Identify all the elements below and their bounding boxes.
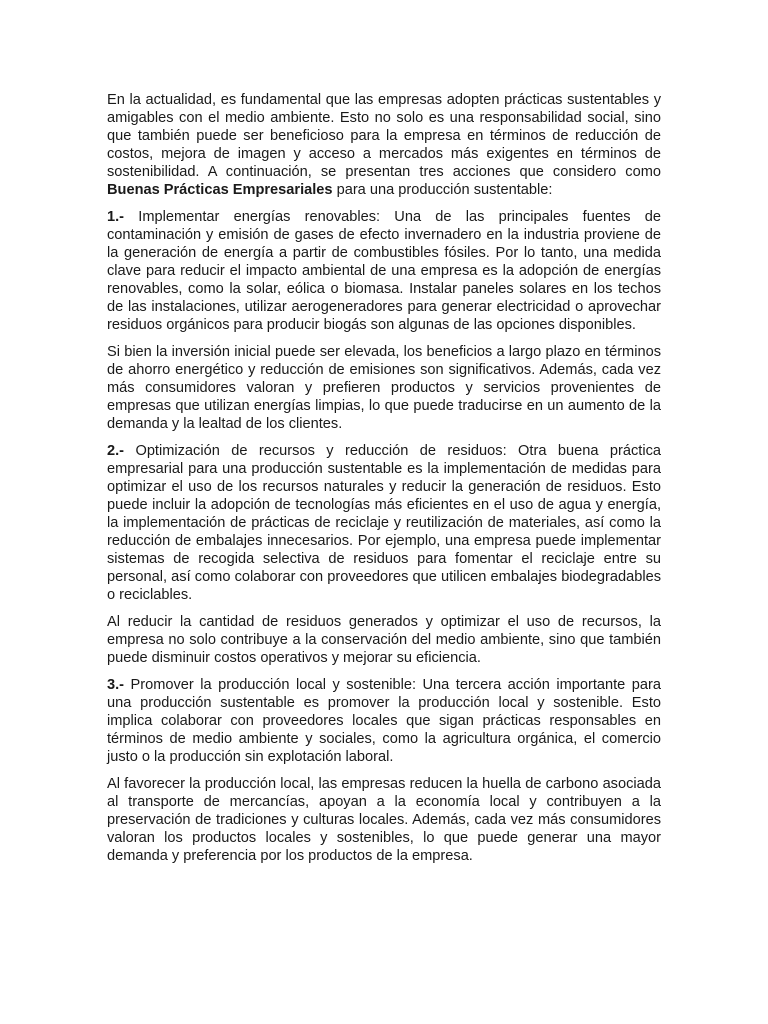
section-1-number: 1.- <box>107 209 125 225</box>
section-1-followup: Si bien la inversión inicial puede ser elevada, los beneficios a largo plazo en términos de ahorro energético y reducción de emisiones son significativos. Además, cada vez más consumidores valoran y prefieren productos y servicios provenientes de empresas que utilizan energías limpias, lo que puede traducirse en un aumento de la demanda y la lealtad de los clientes. <box>107 344 661 432</box>
section-2-followup: Al reducir la cantidad de residuos generados y optimizar el uso de recursos, la empresa no solo contribuye a la conservación del medio ambiente, sino que también puede disminuir costos operativos y mejorar su eficiencia. <box>107 614 661 666</box>
section-3-followup: Al favorecer la producción local, las empresas reducen la huella de carbono asociada al transporte de mercancías, apoyan a la economía local y contribuyen a la preservación de tradiciones y culturas locales. Además, cada vez más consumidores valoran los productos locales y sostenibles, lo que puede generar una mayor demanda y preferencia por los productos de la empresa. <box>107 776 661 864</box>
document-body <box>107 91 661 874</box>
intro-paragraph <box>107 91 661 199</box>
section-3-number: 3.- <box>107 677 125 693</box>
section-1-text: Implementar energías renovables: Una de las principales fuentes de contaminación y emisión de gases de efecto invernadero en la industria proviene de la generación de energía a partir de combustibles fósiles. Por lo tanto, una medida clave para reducir el impacto ambiental de una empresa es la adopción de energías renovables, como la solar, eólica o biomasa. Instalar paneles solares en los techos de las instalaciones, utilizar aerogeneradores para generar electricidad o aprovechar residuos orgánicos para producir biogás son algunas de las opciones disponibles. <box>107 209 661 333</box>
section-2-paragraph <box>107 442 661 604</box>
intro-text-after: para una producción sustentable: <box>332 182 553 198</box>
section-2-text: Optimización de recursos y reducción de residuos: Otra buena práctica empresarial para una producción sustentable es la implementación de medidas para optimizar el uso de los recursos naturales y reducir la generación de residuos. Esto puede incluir la adopción de tecnologías más eficientes en el uso de agua y energía, la implementación de prácticas de reciclaje y reutilización de materiales, así como la reducción de embalajes innecesarios. Por ejemplo, una empresa puede implementar sistemas de recogida selectiva de residuos para fomentar el reciclaje entre su personal, así como colaborar con proveedores que utilicen embalajes biodegradables o reciclables. <box>107 443 661 603</box>
intro-bold-phrase: Buenas Prácticas Empresariales <box>107 182 333 198</box>
intro-text-before: En la actualidad, es fundamental que las empresas adopten prácticas sustentables y amigables con el medio ambiente. Esto no solo es una responsabilidad social, sino que también puede ser beneficioso para la empresa en términos de reducción de costos, mejora de imagen y acceso a mercados más exigentes en términos de sostenibilidad. A continuación, se presentan tres acciones que considero como <box>107 92 661 180</box>
section-3-paragraph <box>107 676 661 766</box>
section-1-paragraph <box>107 208 661 334</box>
section-3-text: Promover la producción local y sostenible: Una tercera acción importante para una producción sustentable es promover la producción local y sostenible. Esto implica colaborar con proveedores locales que sigan prácticas responsables en términos de medio ambiente y sociales, como la agricultura orgánica, el comercio justo o la producción sin explotación laboral. <box>107 677 661 765</box>
section-2-number: 2.- <box>107 443 125 459</box>
